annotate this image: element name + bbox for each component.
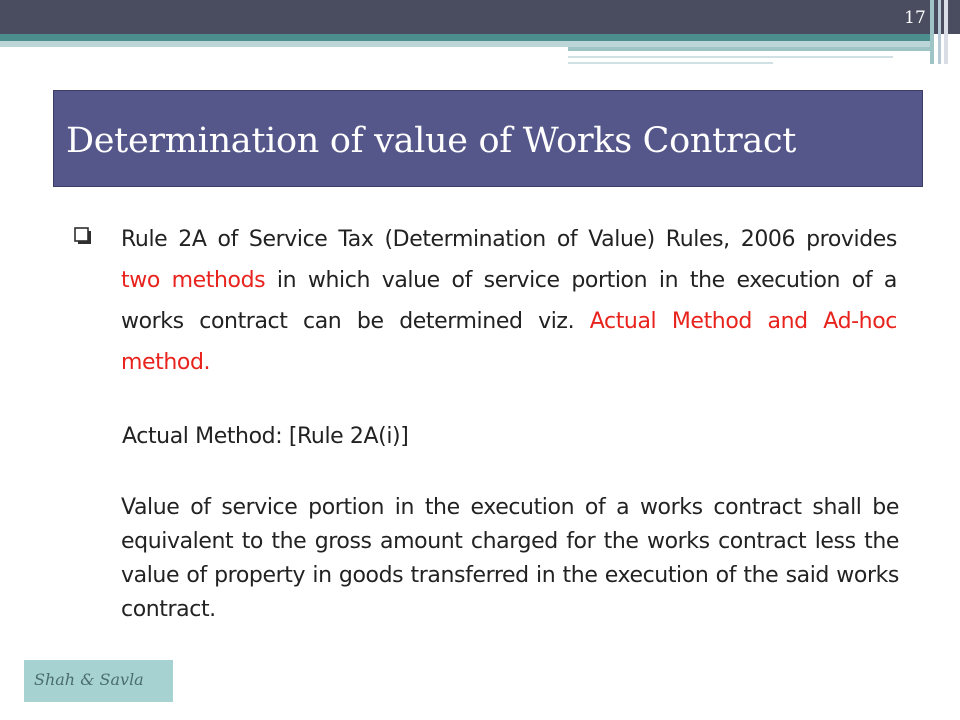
top-decorative-bar	[0, 0, 960, 34]
title-banner	[53, 90, 923, 187]
decorative-line	[568, 56, 893, 58]
top-teal-stripe	[0, 34, 930, 41]
emphasis-less: less	[814, 529, 856, 554]
paragraph-text: Value of service portion in the execution of a works contract shall be equivalent to the gross amount charged for the works contract	[121, 495, 899, 554]
decorative-vertical-bar	[944, 0, 948, 64]
bullet-paragraph	[121, 219, 897, 383]
paragraph-text: Rule 2A of Service Tax (Determination of Value) Rules, 2006 provides	[121, 227, 897, 252]
page-number: 17	[904, 8, 926, 28]
decorative-line	[568, 62, 773, 64]
page-title: Determination of value of Works Contract	[66, 121, 797, 161]
definition-paragraph	[121, 491, 899, 627]
footer-logo	[24, 660, 173, 702]
highlight-two-methods: two methods	[121, 268, 266, 293]
decorative-vertical-bar	[930, 0, 934, 64]
paragraph-text: in which value of service portion in the execution of a works contract can be determined viz.	[121, 268, 897, 334]
section-subheading: Actual Method: [Rule 2A(i)]	[122, 424, 409, 449]
highlight-methods-list: Actual Method and Ad-hoc method.	[121, 309, 897, 375]
hollow-square-bullet-icon	[74, 227, 92, 245]
decorative-line	[568, 47, 930, 51]
decorative-vertical-bar	[938, 0, 941, 64]
logo-text: Shah & Savla	[34, 670, 144, 689]
paragraph-text: the value of property in goods transferred in the execution of the said works contract.	[121, 529, 899, 622]
